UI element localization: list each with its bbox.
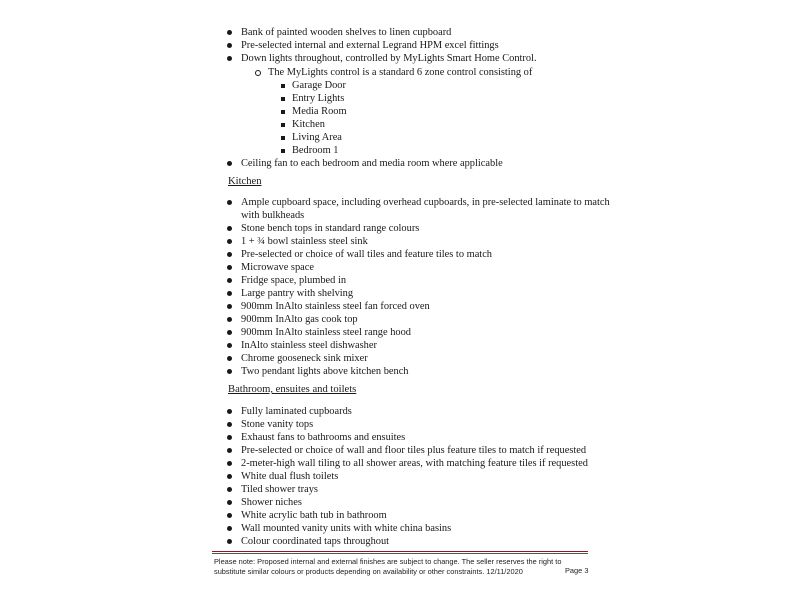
footer-note-line1: Please note: Proposed internal and external finishes are subject to change. The seller reserves the right to — [214, 557, 562, 566]
list-item: White acrylic bath tub in bathroom — [241, 510, 387, 521]
list-item: Stone vanity tops — [241, 419, 314, 430]
list-item: Colour coordinated taps throughout — [241, 536, 390, 547]
list-item-continuation: with bulkheads — [241, 210, 305, 221]
list-item: Pre-selected internal and external Legrand HPM excel fittings — [241, 40, 499, 51]
list-item: Bank of painted wooden shelves to linen cupboard — [241, 27, 452, 38]
list-item: Fridge space, plumbed in — [241, 275, 347, 286]
zone-item: Living Area — [292, 132, 342, 143]
zone-item: Bedroom 1 — [292, 145, 339, 156]
list-item: Chrome gooseneck sink mixer — [241, 353, 368, 364]
footer-divider-thin — [212, 553, 588, 554]
list-item: Large pantry with shelving — [241, 288, 354, 299]
list-item: Two pendant lights above kitchen bench — [241, 366, 409, 377]
list-item: Wall mounted vanity units with white china basins — [241, 523, 452, 534]
list-item: White dual flush toilets — [241, 471, 339, 482]
zone-item: Kitchen — [292, 119, 325, 130]
footer-note-line2: substitute similar colours or products depending on availability or other constraints. 12/11/2020 — [214, 567, 523, 576]
kitchen-heading: Kitchen — [228, 176, 262, 187]
zone-item: Garage Door — [292, 80, 346, 91]
list-item-sub: The MyLights control is a standard 6 zone control consisting of — [268, 67, 533, 78]
list-item: 900mm InAlto stainless steel fan forced oven — [241, 301, 430, 312]
list-item: Microwave space — [241, 262, 314, 273]
footer-divider — [212, 551, 588, 552]
list-item: Stone bench tops in standard range colours — [241, 223, 420, 234]
list-item: Ample cupboard space, including overhead cupboards, in pre-selected laminate to match — [241, 197, 610, 208]
zone-item: Entry Lights — [292, 93, 345, 104]
list-item: Exhaust fans to bathrooms and ensuites — [241, 432, 406, 443]
page-number: Page 3 — [565, 566, 589, 575]
zone-item: Media Room — [292, 106, 347, 117]
list-item: Shower niches — [241, 497, 302, 508]
list-item: 900mm InAlto stainless steel range hood — [241, 327, 411, 338]
list-item: 2-meter-high wall tiling to all shower areas, with matching feature tiles if requested — [241, 458, 588, 469]
list-item: 1 + ¾ bowl stainless steel sink — [241, 236, 368, 247]
list-item: Tiled shower trays — [241, 484, 318, 495]
list-item: InAlto stainless steel dishwasher — [241, 340, 377, 351]
list-item: Pre-selected or choice of wall tiles and feature tiles to match — [241, 249, 493, 260]
bathroom-heading: Bathroom, ensuites and toilets — [228, 384, 357, 395]
list-item: Fully laminated cupboards — [241, 406, 352, 417]
list-item: 900mm InAlto gas cook top — [241, 314, 358, 325]
list-item: Ceiling fan to each bedroom and media room where applicable — [241, 158, 503, 169]
list-item: Down lights throughout, controlled by MyLights Smart Home Control. — [241, 53, 537, 64]
list-item: Pre-selected or choice of wall and floor tiles plus feature tiles to match if requested — [241, 445, 587, 456]
